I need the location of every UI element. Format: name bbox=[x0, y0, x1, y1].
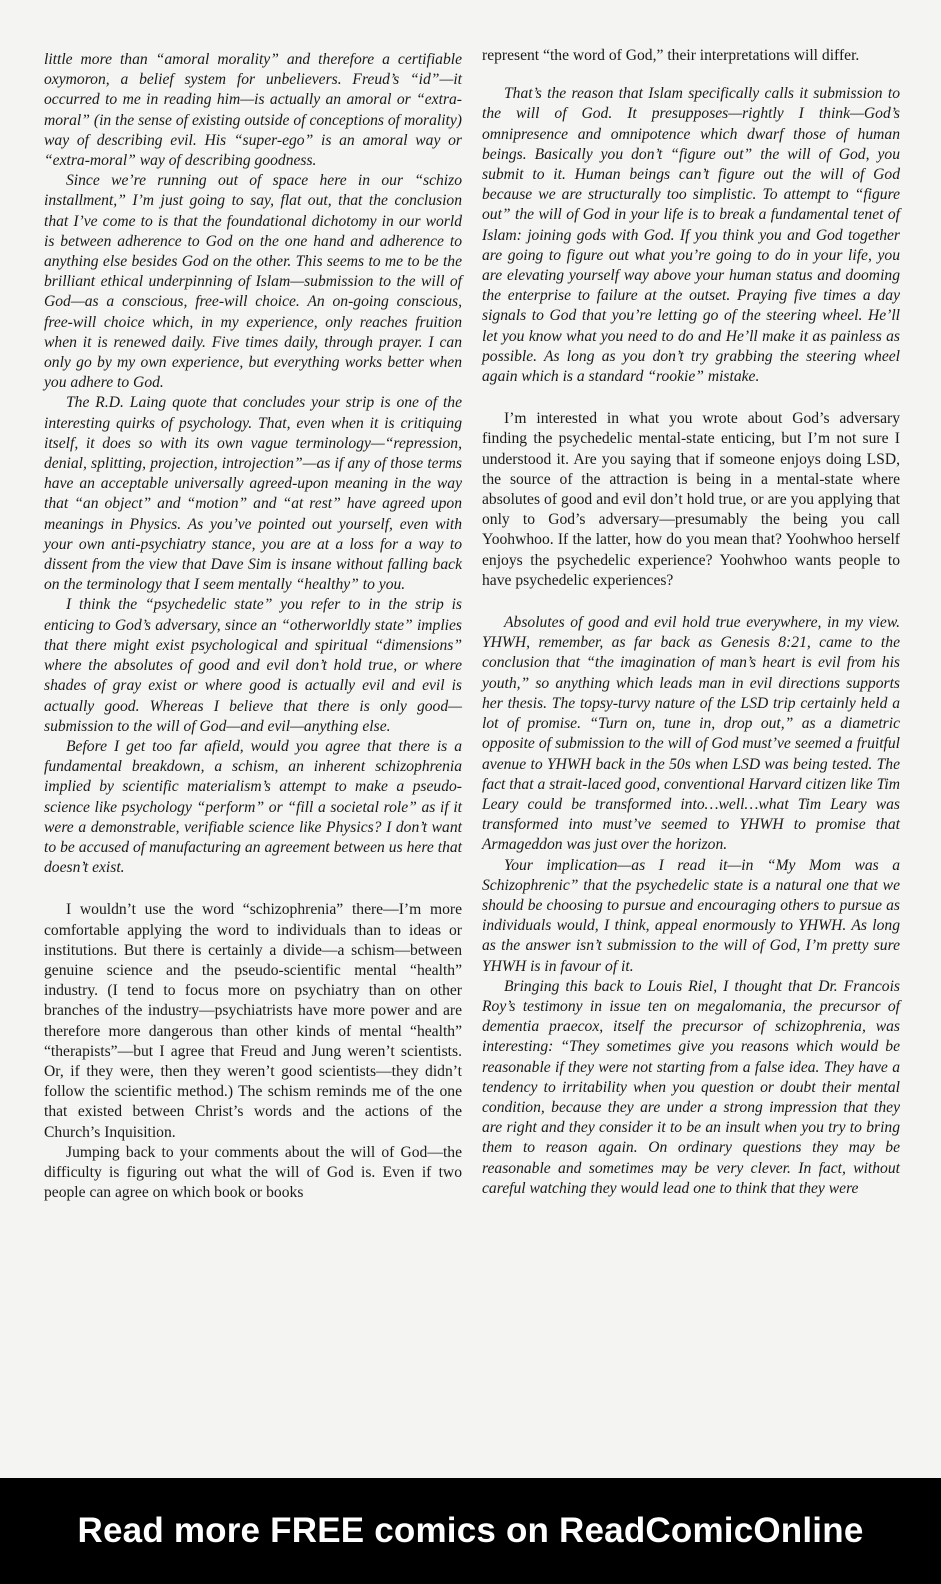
left-text-column bbox=[44, 50, 462, 1203]
paragraph: represent “the word of God,” their interpretations will differ. bbox=[482, 47, 860, 64]
paragraph: I wouldn’t use the word “schizophrenia” there—I’m more comfortable applying the word to individuals than to ideas or institutions. But there is certainly a divide—a schism—between genuine science and the pseudo-scientific mental “health” industry. (I tend to focus more on psychiatry than on other branches of the industry—psychiatrists have more power and are therefore more dangerous than other kinds of mental “health” “therapists”—but I agree that Freud and Jung weren’t scientists. Or, if they were, then they weren’t good scientists—they didn’t follow the scientific method.) The schism reminds me of the one that existed between Christ’s words and the actions of the Church’s Inquisition. bbox=[44, 901, 462, 1141]
paragraph: Absolutes of good and evil hold true everywhere, in my view. YHWH, remember, as far back as Genesis 8:21, came to the conclusion that “the imagination of man’s heart is evil from his youth,” so anything which leads man in evil directions supports her thesis. The topsy-turvy nature of the LSD trip certainly held a lot of promise. “Turn on, tune in, drop out,” as a diametric opposite of submission to the will of God must’ve seemed a fruitful avenue to YHWH back in the 50s when LSD was being tested. The fact that a strait-laced good, conventional Harvard citizen like Tim Leary could be transformed into…well…what Tim Leary was transformed into must’ve seemed to YHWH to promise that Armageddon was just over the horizon. bbox=[482, 614, 900, 854]
paragraph: Before I get too far afield, would you agree that there is a fundamental breakdown, a schism, an inherent schizophrenia implied by scientific materialism’s attempt to make a pseudo-science like psychology “perform” or “fill a societal role” as if it were a demonstrable, verifiable science like Physics? I don’t want to be accused of manufacturing an agreement between us here that doesn’t exist. bbox=[44, 737, 462, 877]
paragraph: Your implication—as I read it—in “My Mom was a Schizophrenic” that the psychedelic state is a natural one that we should be choosing to pursue and encouraging others to pursue as individuals would, I think, appeal enormously to YHWH. As long as the answer isn’t submission to the will of God, I’m pretty sure YHWH is in favour of it. bbox=[482, 856, 900, 975]
paragraph: That’s the reason that Islam specifically calls it submission to the will of God. It presupposes—rightly I think—God’s omnipresence and omnipotence which dwarf those of human beings. Basically you don’t “figure out” the will of God, you submit to it. Human beings can’t figure out the will of God because we are structurally too simplistic. To attempt to “figure out” the will of God in your life is to break a fundamental tenet of Islam: joining gods with God. If you think you and God together are going to figure out what you’re going to do in your life, you are elevating yourself way above your human status and dooming the enterprise to failure at the outset. Praying five times a day signals to God that you’re letting go of the steering wheel. He’ll let you know what you need to do and He’ll make it as painless as possible. As long as you don’t try grabbing the steering wheel again which is a standard “rookie” mistake. bbox=[482, 85, 900, 386]
paragraph: I’m interested in what you wrote about God’s adversary finding the psychedelic mental-state enticing, but I’m not sure I understood it. Are you saying that if someone enjoys doing LSD, the source of the attraction is being in a mental-state where absolutes of good and evil don’t hold true, or are you applying that only to God’s adversary—presumably the being you call Yoohwhoo. If the latter, how do you mean that? Yoohwhoo herself enjoys the psychedelic experience? Yoohwhoo wants people to have psychedelic experiences? bbox=[482, 410, 900, 589]
right-text-column bbox=[482, 47, 900, 1199]
paragraph: Since we’re running out of space here in our “schizo installment,” I’m just going to say, flat out, that the conclusion that I’ve come to is that the foundational dichotomy in our world is between adherence to God on the one hand and adherence to anything else besides God on the other. This seems to me to be the brilliant ethical underpinning of Islam—submission to the will of God—as a conscious, free-will choice. An on-going conscious, free-will choice which, in my experience, only reaches fruition when it is renewed daily. Five times daily, through prayer. I can only go by my own experience, but everything works better when you adhere to God. bbox=[44, 172, 462, 392]
paragraph: little more than “amoral morality” and therefore a certifiable oxymoron, a belief system for unbelievers. Freud’s “id”—it occurred to me in reading him—is actually an amoral or “extra-moral” (in the sense of existing outside of conceptions of morality) way of describing evil. His “super-ego” is an amoral way or “extra-moral” way of describing goodness. bbox=[44, 51, 462, 170]
paragraph: I think the “psychedelic state” you refer to in the strip is enticing to God’s adversary, since an “otherworldly state” implies that there might exist psychological and spiritual “dimensions” where the absolutes of good and evil don’t hold true, or where shades of gray exist or where good is actually evil and evil is actually good. Whereas I believe that there is only good—submission to the will of God—and evil—anything else. bbox=[44, 596, 462, 735]
paragraph: Bringing this back to Louis Riel, I thought that Dr. Francois Roy’s testimony in issue ten on megalomania, the precursor of dementia praecox, itself the precursor of schizophrenia, was interesting: “They sometimes give you reasons which would be reasonable if they were not starting from a false idea. They have a tendency to irritability when you question or doubt their mental condition, because they are under a strong impression that they are right and they consider it to be an insult when you try to bring them to reason again. On ordinary questions they may be reasonable and sometimes may be very clever. In fact, without careful watching they would lead one to think that they were bbox=[482, 977, 900, 1197]
banner-text[interactable]: Read more FREE comics on ReadComicOnline bbox=[77, 1511, 864, 1550]
paragraph: The R.D. Laing quote that concludes your strip is one of the interesting quirks of psychology. That, even when it is critiquing itself, it does so with its own vague terminology—“repression, denial, splitting, projection, introjection”—as if any of those terms have an acceptable universally agreed-upon meaning in the way that “an object” and “motion” and “at rest” have agreed upon meanings in Physics. As you’ve pointed out yourself, even with your own anti-psychiatry stance, you are at a loss for a way to dissent from the view that Dave Sim is insane without falling back on the terminology that I seem mentally “healthy” to you. bbox=[44, 394, 462, 594]
paragraph: Jumping back to your comments about the will of God—the difficulty is figuring out what the will of God is. Even if two people can agree on which book or books bbox=[44, 1143, 462, 1202]
promo-banner[interactable] bbox=[0, 1478, 941, 1584]
